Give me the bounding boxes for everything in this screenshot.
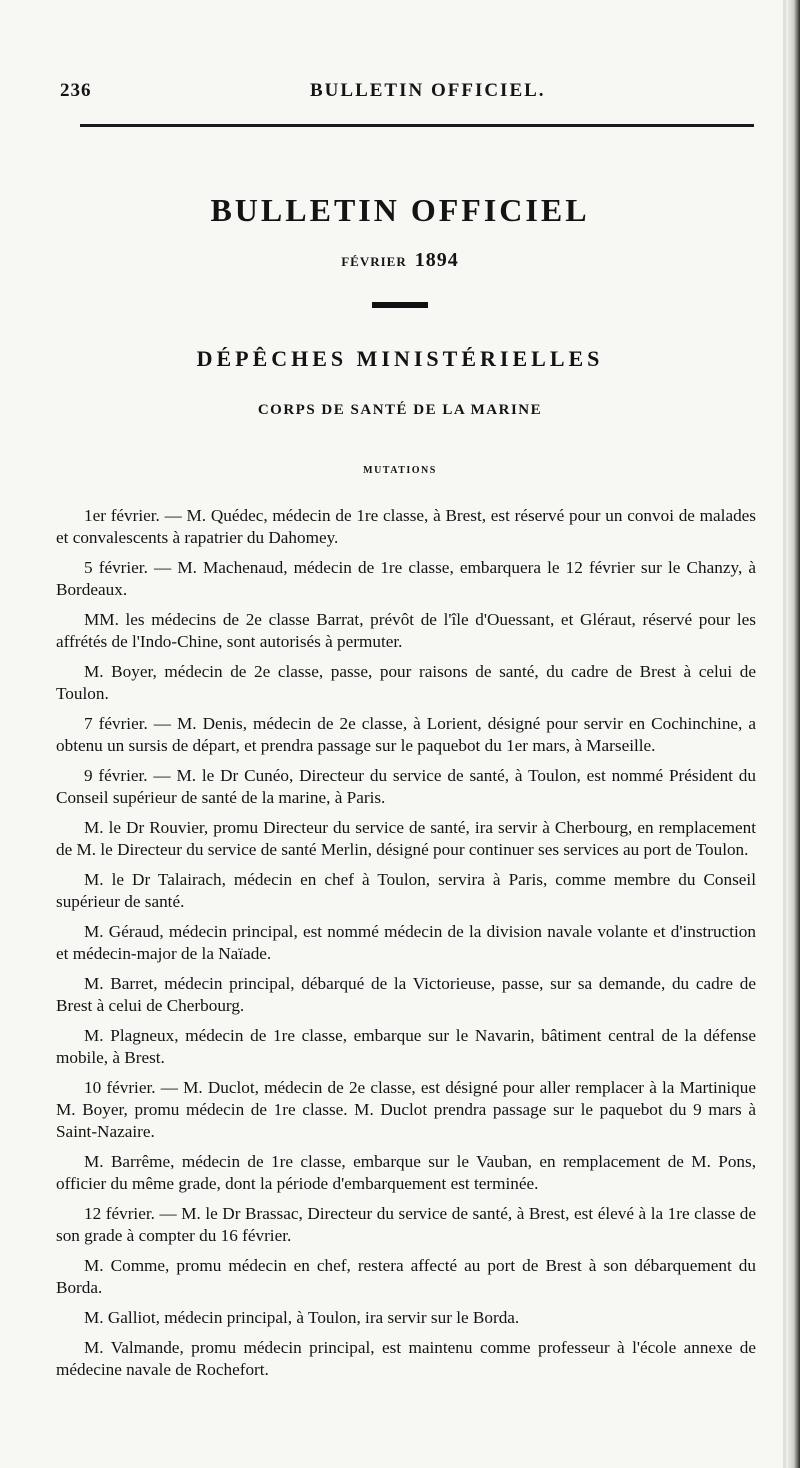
mutations-heading: MUTATIONS (363, 465, 437, 476)
paragraph-4: M. Boyer, médecin de 2e classe, passe, pour raisons de santé, du cadre de Brest à celui de Toulon. (56, 662, 756, 703)
paragraph-16: M. Galliot, médecin principal, à Toulon, ira servir sur le Borda. (84, 1308, 520, 1327)
paragraph-1: 1er février. — M. Quédec, médecin de 1re classe, à Brest, est réservé pour un convoi de malades et convalescents à rapatrier du Dahomey. (56, 506, 756, 547)
document-title: BULLETIN OFFICIEL (210, 192, 590, 228)
page-number: 236 (60, 80, 92, 101)
paragraph-9: M. Géraud, médecin principal, est nommé médecin de la division navale volante et d'instruction et médecin-major de la Naïade. (56, 922, 756, 963)
issue-date (0, 249, 800, 272)
running-title: BULLETIN OFFICIEL. (310, 80, 546, 101)
paragraph-2: 5 février. — M. Machenaud, médecin de 1re classe, embarquera le 12 février sur le Chanzy, à Bordeaux. (56, 558, 756, 599)
paragraph-17: M. Valmande, promu médecin principal, est maintenu comme professeur à l'école annexe de médecine navale de Rochefort. (56, 1338, 756, 1379)
paragraph-5: 7 février. — M. Denis, médecin de 2e classe, à Lorient, désigné pour servir en Cochinchine, a obtenu un sursis de départ, et prendra passage sur le paquebot du 1er mars, à Marseille. (56, 714, 756, 755)
paragraph-8: M. le Dr Talairach, médecin en chef à Toulon, servira à Paris, comme membre du Conseil supérieur de santé. (56, 870, 756, 911)
paragraph-15: M. Comme, promu médecin en chef, restera affecté au port de Brest à son débarquement du Borda. (56, 1256, 756, 1297)
issue-year: 1894 (414, 249, 459, 271)
subsection-title: CORPS DE SANTÉ DE LA MARINE (257, 402, 543, 418)
paragraph-7: M. le Dr Rouvier, promu Directeur du service de santé, ira servir à Cherbourg, en remplacement de M. le Directeur du service de santé Merlin, désigné pour continuer ses services au port de Toulon. (56, 818, 756, 859)
issue-month: FÉVRIER (341, 254, 407, 269)
paragraph-12: 10 février. — M. Duclot, médecin de 2e classe, est désigné pour aller remplacer à la Martinique M. Boyer, promu médecin de 1re classe. M. Duclot prendra passage sur le paquebot du 9 mars à Saint-Nazaire. (56, 1078, 756, 1141)
paragraph-13: M. Barrême, médecin de 1re classe, embarque sur le Vauban, en remplacement de M. Pons, officier du même grade, dont la période d'embarquement est terminée. (56, 1152, 756, 1193)
running-header (60, 80, 760, 108)
paragraph-11: M. Plagneux, médecin de 1re classe, embarque sur le Navarin, bâtiment central de la défense mobile, à Brest. (56, 1026, 756, 1067)
section-title: DÉPÊCHES MINISTÉRIELLES (196, 346, 604, 371)
title-divider (372, 302, 428, 308)
paragraph-14: 12 février. — M. le Dr Brassac, Directeur du service de santé, à Brest, est élevé à la 1re classe de son grade à compter du 16 février. (56, 1204, 756, 1245)
header-rule (80, 124, 754, 127)
article-body (56, 505, 756, 1389)
paragraph-6: 9 février. — M. le Dr Cunéo, Directeur du service de santé, à Toulon, est nommé Président du Conseil supérieur de santé de la marine, à Paris. (56, 766, 756, 807)
paragraph-3: MM. les médecins de 2e classe Barrat, prévôt de l'île d'Ouessant, et Gléraut, réservé pour les affrétés de l'Indo-Chine, sont autorisés à permuter. (56, 610, 756, 651)
paragraph-10: M. Barret, médecin principal, débarqué de la Victorieuse, passe, sur sa demande, du cadre de Brest à celui de Cherbourg. (56, 974, 756, 1015)
